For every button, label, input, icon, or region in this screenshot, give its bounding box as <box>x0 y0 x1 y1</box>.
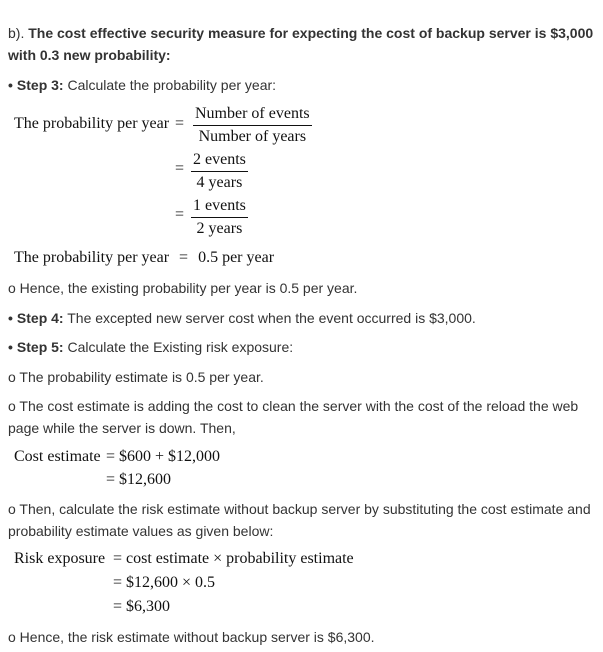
cost-eq-lhs: Cost estimate <box>14 448 101 465</box>
fraction-denominator: 2 years <box>196 220 243 237</box>
prob-eq-sign-2: = <box>175 160 185 177</box>
step-3-label: Step 3: <box>16 77 64 93</box>
prob-result-rhs: 0.5 per year <box>198 249 275 266</box>
step-3-text: Calculate the probability per year: <box>67 77 277 93</box>
fraction-denominator: 4 years <box>196 174 243 191</box>
cost-eq-line-2: = $12,600 <box>106 471 172 488</box>
fraction-numerator: 1 events <box>191 196 248 218</box>
bullet: • <box>8 77 13 93</box>
probability-estimate-text: o The probability estimate is 0.5 per year. <box>8 369 264 385</box>
part-b-heading <box>8 22 599 66</box>
prob-result-line <box>14 249 274 267</box>
prob-result-eq: = <box>179 249 189 266</box>
part-b-prefix: b). <box>8 25 25 41</box>
step-4 <box>8 307 599 329</box>
fraction-1-events-2-years <box>191 196 248 239</box>
cost-eq-line-1: = $600 + $12,000 <box>106 448 221 465</box>
step-5-label: Step 5: <box>16 339 64 355</box>
fraction-numerator: Number of events <box>193 104 312 126</box>
hence-risk-estimate: o Hence, the risk estimate without backup server is $6,300. <box>8 629 375 645</box>
prob-lhs: The probability per year <box>14 115 170 132</box>
risk-estimate-description: o Then, calculate the risk estimate without backup server by substituting the cost estimate and probability estimate values as given below: <box>8 501 591 539</box>
prob-eq-sign-1: = <box>175 115 185 132</box>
step-5-text: Calculate the Existing risk exposure: <box>67 339 294 355</box>
step-3 <box>8 74 599 96</box>
hence-existing-probability: o Hence, the existing probability per year is 0.5 per year. <box>8 280 358 296</box>
step-4-text: The excepted new server cost when the event occurred is $3,000. <box>67 310 476 326</box>
fraction-numerator: 2 events <box>191 150 248 172</box>
prob-result-lhs: The probability per year <box>14 249 170 266</box>
fraction-2-events-4-years <box>191 150 248 193</box>
fraction-events-over-years <box>193 104 312 147</box>
prob-eq-sign-3: = <box>175 206 185 223</box>
risk-eq-line-1: = cost estimate × probability estimate <box>113 550 354 567</box>
risk-eq-line-2: = $12,600 × 0.5 <box>113 574 216 591</box>
part-b-heading-text: The cost effective security measure for expecting the cost of backup server is $3,000 with 0.3 new probability: <box>8 25 594 63</box>
bullet: • <box>8 310 13 326</box>
bullet: • <box>8 339 13 355</box>
step-5 <box>8 336 599 358</box>
risk-eq-line-3: = $6,300 <box>113 598 171 615</box>
risk-eq-lhs: Risk exposure <box>14 550 106 567</box>
cost-estimate-description: o The cost estimate is adding the cost to clean the server with the cost of the reload the web page while the server is down. Then, <box>8 398 579 436</box>
step-4-label: Step 4: <box>16 310 64 326</box>
fraction-denominator: Number of years <box>198 128 307 145</box>
